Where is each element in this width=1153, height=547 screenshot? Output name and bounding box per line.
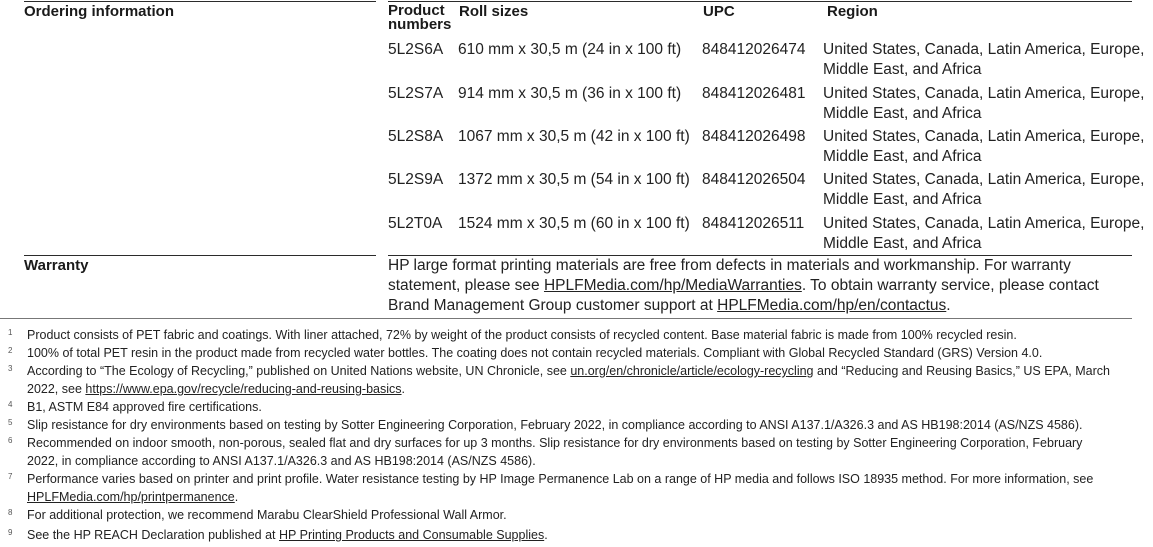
header-roll-sizes: Roll sizes [459,3,529,20]
upc-code: 848412026504 [702,171,806,188]
upc-code: 848412026498 [702,128,806,145]
warranty-line3 [388,296,1138,316]
footnote-9-text-pre: See the HP REACH Declaration published at [27,528,279,542]
footnote-3-line2-post: . [401,382,406,396]
footnote-number: 7 [8,472,13,481]
footnote-number: 5 [8,418,13,427]
warranty-line2 [388,276,1138,296]
region-line1: United States, Canada, Latin America, Europe, [823,41,1145,58]
roll-size: 1067 mm x 30,5 m (42 in x 100 ft) [458,128,690,145]
footnote-3-line2-pre: 2022, see [27,382,86,396]
footnote-9-text-post: . [544,528,548,542]
ecology-recycling-link[interactable]: un.org/en/chronicle/article/ecology-recycling [570,364,814,378]
region-line2: Middle East, and Africa [823,191,982,208]
upc-code: 848412026481 [702,85,806,102]
footnote-text: Slip resistance for dry environments based on testing by Sotter Engineering Corporation, February 2022, in compliance according to ANSI A137.1/A326.3 and AS HB198:2014 (AS/NZS 4586). [27,418,1083,432]
contact-us-link[interactable]: HPLFMedia.com/hp/en/contactus [717,297,947,314]
footnote-text: Product consists of PET fabric and coatings. With liner attached, 72% by weight of the product consists of recycled content. Base material fabric is made from 100% recycled resin. [27,328,1017,342]
region-line2: Middle East, and Africa [823,148,982,165]
footnote-7-line2-post: . [234,490,239,504]
region-line1: United States, Canada, Latin America, Europe, [823,215,1145,232]
warranty-line2-post: . To obtain warranty service, please contact [801,277,1099,294]
footnote-text [27,362,1147,398]
footnote-6-line1: Recommended on indoor smooth, non-porous, sealed flat and dry surfaces for up 3 months. Slip resistance for dry environments based on testing by Sotter Engineering Corporation, February [27,436,1083,450]
region-line1: United States, Canada, Latin America, Europe, [823,85,1145,102]
roll-size: 1524 mm x 30,5 m (60 in x 100 ft) [458,215,690,232]
upc-code: 848412026511 [702,215,805,232]
footnote-3-text-post: and “Reducing and Reusing Basics,” US EPA, March [813,364,1110,378]
header-product-numbers [388,4,451,32]
printing-products-link[interactable]: HP Printing Products and Consumable Supplies [279,528,545,542]
roll-size: 610 mm x 30,5 m (24 in x 100 ft) [458,41,682,58]
footnote-number: 3 [8,364,13,373]
region-line2: Middle East, and Africa [823,61,982,78]
footnote-6-line2: 2022, in compliance according to ANSI A137.1/A326.3 and AS HB198:2014 (AS/NZS 4586). [27,454,536,468]
top-rule-right [388,1,1132,2]
roll-size: 914 mm x 30,5 m (36 in x 100 ft) [458,85,682,102]
top-rule-left [24,1,376,2]
media-warranties-link[interactable]: HPLFMedia.com/hp/MediaWarranties [543,277,802,294]
warranty-line3-post: . [946,297,951,314]
footnote-7-line1: Performance varies based on printer and print profile. Water resistance testing by HP Image Permanence Lab on a range of HP media and follows ISO 18935 method. For more information, see [27,472,1094,486]
footnote-number: 4 [8,400,13,409]
footnote-text: B1, ASTM E84 approved fire certifications. [27,400,262,414]
region-line1: United States, Canada, Latin America, Europe, [823,171,1145,188]
header-product-line2: numbers [388,16,452,33]
product-number: 5L2S6A [388,41,444,58]
upc-code: 848412026474 [702,41,806,58]
footnote-text [27,434,1147,470]
footnote-number: 2 [8,346,13,355]
roll-size: 1372 mm x 30,5 m (54 in x 100 ft) [458,171,690,188]
warranty-rule-left [24,255,376,256]
footnote-number: 6 [8,436,13,445]
header-region: Region [827,3,878,20]
product-number: 5L2S9A [388,171,444,188]
footnote-text [27,470,1147,506]
warranty-text [388,256,1138,316]
region-line2: Middle East, and Africa [823,105,982,122]
warranty-line3-pre: Brand Management Group customer support at [388,297,718,314]
warranty-line1: HP large format printing materials are free from defects in materials and workmanship. For warranty [388,257,1071,274]
footnote-text: For additional protection, we recommend Marabu ClearShield Professional Wall Armor. [27,508,507,522]
header-upc: UPC [703,3,735,20]
footnote-text: 100% of total PET resin in the product made from recycled water bottles. The coating does not contain recycled materials. Compliant with Global Recycled Standard (GRS) Version 4.0. [27,346,1043,360]
ordering-title: Ordering information [24,3,174,20]
product-number: 5L2S8A [388,128,444,145]
header-product-line1: Product [388,2,445,19]
print-permanence-link[interactable]: HPLFMedia.com/hp/printpermanence [27,490,235,504]
warranty-line2-pre: statement, please see [388,277,544,294]
warranty-title: Warranty [24,257,89,274]
footnote-number: 1 [8,328,13,337]
footnote-number: 9 [8,528,13,537]
footnotes-rule [0,318,1132,319]
footnote-number: 8 [8,508,13,517]
region-line1: United States, Canada, Latin America, Europe, [823,128,1145,145]
product-number: 5L2T0A [388,215,443,232]
footnote-3-text-pre: According to “The Ecology of Recycling,” published on United Nations website, UN Chronicle, see [27,364,571,378]
footnote-text [27,526,1147,544]
region-line2: Middle East, and Africa [823,235,982,252]
epa-reducing-reusing-link[interactable]: https://www.epa.gov/recycle/reducing-and-reusing-basics [85,382,402,396]
product-number: 5L2S7A [388,85,444,102]
